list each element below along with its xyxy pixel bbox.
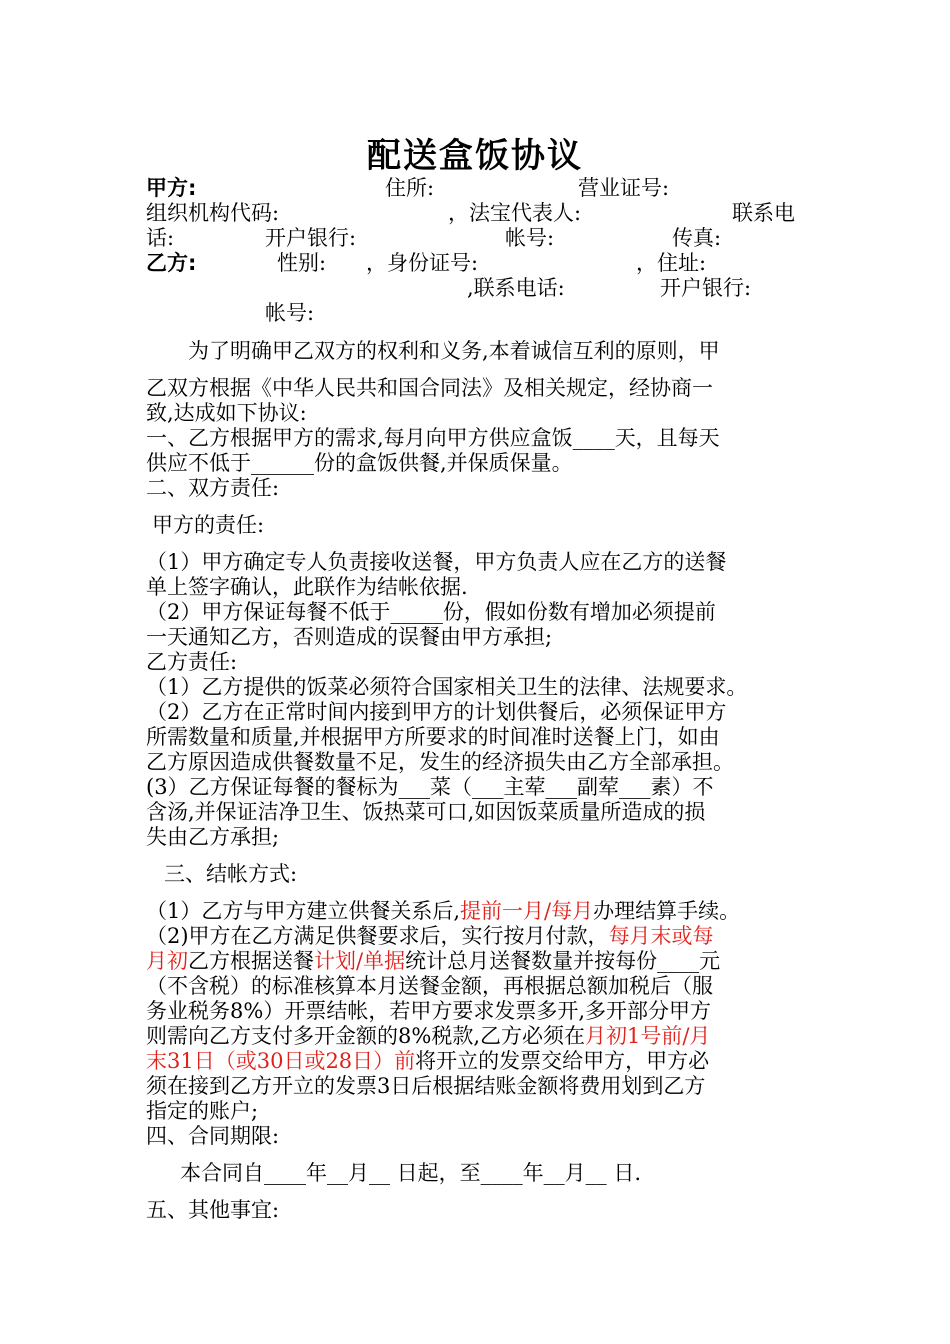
clause-4-heading: 四、合同期限: — [146, 1124, 280, 1148]
party-b-address: ，住址: — [636, 251, 707, 275]
party-a-account: 帐号: — [505, 226, 555, 250]
intro-line-1: 为了明确甲乙双方的权利和义务,本着诚信互利的原则，甲 — [188, 339, 720, 363]
party-a-duty-1-line-2: 单上签字确认，此联作为结帐依据. — [146, 575, 468, 599]
intro-line-2: 乙双方根据《中华人民共和国合同法》及相关规定，经协商一 — [146, 376, 713, 400]
party-b-duty-3-line-2: 含汤,并保证洁净卫生、饭热菜可口,如因饭菜质量所造成的损 — [146, 800, 706, 824]
party-a-org-code: 组织机构代码: — [146, 201, 280, 225]
party-a-duties-heading: 甲方的责任: — [152, 513, 265, 537]
party-a-duty-2-line-2: 一天通知乙方，否则造成的误餐由甲方承担; — [146, 625, 553, 649]
party-b-duties-heading: 乙方责任: — [146, 650, 238, 674]
party-b-duty-2-line-1: （2）乙方在正常时间内接到甲方的计划供餐后，必须保证甲方 — [146, 700, 727, 724]
intro-line-3: 致,达成如下协议: — [146, 401, 307, 425]
party-a-label: 甲方: — [146, 176, 197, 200]
payment-line-8: 须在接到乙方开立的发票3日后根据结账金额将费用划到乙方 — [146, 1074, 706, 1098]
party-b-id-number: ，身份证号: — [366, 251, 479, 275]
party-b-label: 乙方: — [146, 251, 197, 275]
party-a-duty-2-line-1: （2）甲方保证每餐不低于_____份，假如份数有增加必须提前 — [146, 600, 716, 624]
clause-3-heading: 三、结帐方式: — [164, 862, 298, 886]
party-b-duty-3-line-1: (3）乙方保证每餐的餐标为___菜（___主荤___副荤___素）不 — [146, 775, 714, 799]
party-a-legal-rep: ，法宝代表人: — [448, 201, 582, 225]
contract-term: 本合同自____年__月__ 日起，至____年__月__ 日. — [180, 1161, 642, 1185]
party-b-duty-2-line-2: 所需数量和质量,并根据甲方所要求的时间准时送餐上门，如由 — [146, 725, 720, 749]
clause-2-heading: 二、双方责任: — [146, 476, 280, 500]
highlight-text: 每月末或每 — [608, 924, 714, 948]
payment-line-9: 指定的账户; — [146, 1099, 259, 1123]
payment-line-4: （不含税）的标准核算本月送餐金额，再根据总额加税后（服 — [146, 974, 713, 998]
party-a-fax: 传真: — [672, 226, 722, 250]
document-title: 配送盒饭协议 — [367, 136, 583, 176]
party-b-gender: 性别: — [277, 251, 327, 275]
party-b-duty-3-line-3: 失由乙方承担; — [146, 825, 280, 849]
party-a-phone-label-end: 话: — [146, 226, 175, 250]
portions-blank: ______ — [251, 451, 314, 475]
party-b-account: 帐号: — [265, 301, 315, 325]
clause-1-line-2: 供应不低于______份的盒饭供餐,并保质保量。 — [146, 451, 573, 475]
days-blank: ____ — [572, 426, 615, 450]
payment-line-5: 务业税务8%）开票结帐，若甲方要求发票多开,多开部分甲方 — [146, 999, 711, 1023]
highlight-text: 末31日（或30日或28日）前 — [146, 1049, 416, 1073]
party-b-duty-1: （1）乙方提供的饭菜必须符合国家相关卫生的法律、法规要求。 — [146, 675, 748, 699]
highlight-text: 月初1号前/月 — [585, 1024, 711, 1048]
payment-line-7: 末31日（或30日或28日）前将开立的发票交给甲方，甲方必 — [146, 1049, 710, 1073]
party-b-phone: ,联系电话: — [467, 276, 565, 300]
party-a-address: 住所: — [385, 176, 435, 200]
highlight-text: 月初 — [146, 949, 188, 973]
payment-line-3: 月初乙方根据送餐计划/单据统计总月送餐数量并按每份____元 — [146, 949, 721, 973]
highlight-text: 计划/单据 — [314, 949, 406, 973]
clause-5-heading: 五、其他事宜: — [146, 1198, 280, 1222]
payment-line-1: （1）乙方与甲方建立供餐关系后,提前一月/每月办理结算手续。 — [146, 899, 741, 923]
clause-1-line-1: 一、乙方根据甲方的需求,每月向甲方供应盒饭____天，且每天 — [146, 426, 720, 450]
payment-line-2: （2)甲方在乙方满足供餐要求后，实行按月付款，每月末或每 — [146, 924, 714, 948]
party-b-bank: 开户银行: — [660, 276, 752, 300]
party-a-business-license: 营业证号: — [578, 176, 670, 200]
min-portions-blank: _____ — [390, 600, 443, 624]
highlight-text: 提前一月/每月 — [460, 899, 594, 923]
party-a-duty-1-line-1: （1）甲方确定专人负责接收送餐，甲方负责人应在乙方的送餐 — [146, 550, 727, 574]
party-a-bank: 开户银行: — [265, 226, 357, 250]
payment-line-6: 则需向乙方支付多开金额的8%税款,乙方必须在月初1号前/月 — [146, 1024, 711, 1048]
party-b-duty-2-line-3: 乙方原因造成供餐数量不足，发生的经济损失由乙方全部承担。 — [146, 750, 734, 774]
party-a-phone-label-start: 联系电 — [732, 201, 795, 225]
